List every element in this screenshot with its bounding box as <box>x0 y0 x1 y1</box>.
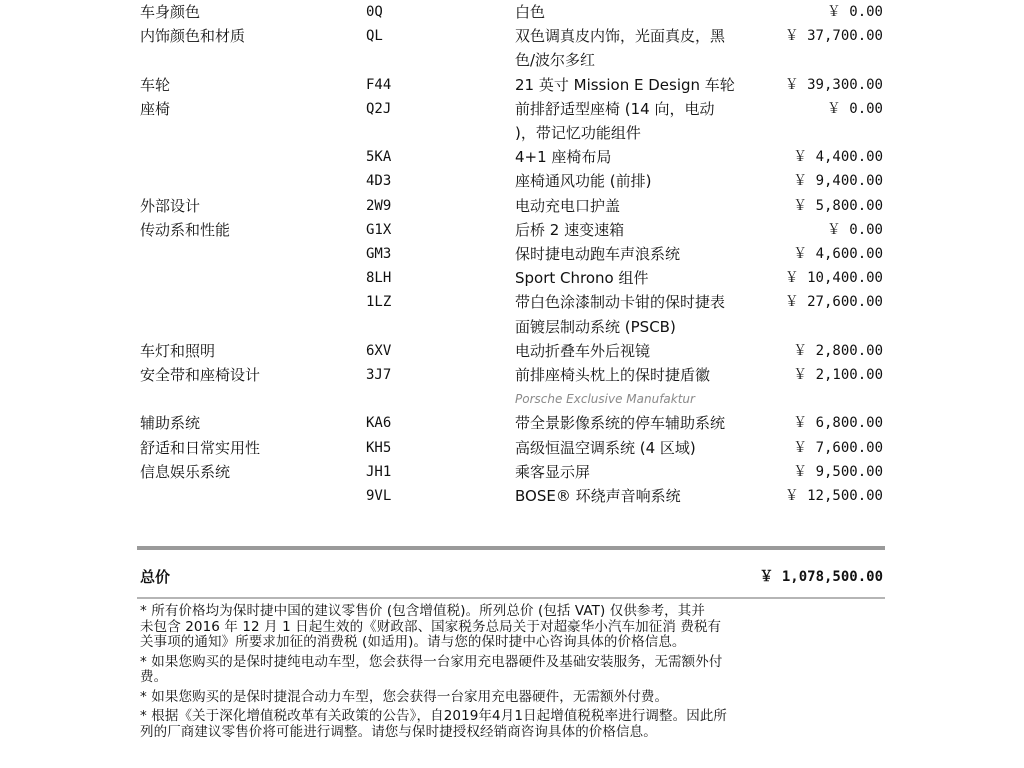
option-row <box>0 460 1024 484</box>
option-code: G1X <box>366 221 392 238</box>
option-description: 双色调真皮内饰，光面真皮，黑 <box>515 27 726 46</box>
option-description: Sport Chrono 组件 <box>515 269 649 288</box>
option-price: ￥ 2,100.00 <box>793 367 883 383</box>
option-description: 带全景影像系统的停车辅助系统 <box>515 414 726 433</box>
option-row-continuation <box>0 121 1024 145</box>
option-code: 9VL <box>366 488 392 504</box>
option-row <box>0 290 1024 314</box>
option-category: 外部设计 <box>140 196 201 215</box>
footnote-divider <box>137 597 885 599</box>
option-row <box>0 0 1024 24</box>
option-row <box>0 484 1024 508</box>
option-description: 电动折叠车外后视镜 <box>515 341 651 360</box>
footnote <box>140 604 900 651</box>
option-description: 乘客显示屏 <box>515 462 591 481</box>
option-row <box>0 218 1024 242</box>
option-price: ￥ 4,600.00 <box>793 246 883 262</box>
footnote-line: * 所有价格均为保时捷中国的建议零售价 (包含增值税)。所列总价 (包括 VAT) 仅供参考，其并 <box>140 603 705 619</box>
option-description: 高级恒温空调系统 (4 区域) <box>515 438 696 457</box>
total-value: ￥ 1,078,500.00 <box>759 569 883 585</box>
option-category: 安全带和座椅设计 <box>140 366 261 384</box>
option-description: BOSE® 环绕声音响系统 <box>515 487 681 505</box>
option-row <box>0 194 1024 218</box>
option-price: ￥ 27,600.00 <box>784 294 883 311</box>
option-category: 车灯和照明 <box>140 341 216 360</box>
option-row-continuation <box>0 387 1024 411</box>
option-category: 传动系和性能 <box>140 220 231 239</box>
option-description: 4+1 座椅布局 <box>515 148 612 167</box>
option-row <box>0 339 1024 363</box>
option-category: 内饰颜色和材质 <box>140 27 246 46</box>
footnote <box>140 655 900 686</box>
footnote-line: 列的厂商建议零售价将可能进行调整。请您与保时捷授权经销商咨询具体的价格信息。 <box>140 723 657 740</box>
option-description: 前排舒适型座椅 (14 向，电动 <box>515 99 715 118</box>
footnote-line: * 如果您购买的是保时捷纯电动车型，您会获得一台家用充电器硬件及基础安装服务，无需额外付 <box>140 653 723 670</box>
footnote-line: 未包含 2016 年 12 月 1 日起生效的《财政部、国家税务总局关于对超豪华小汽车加征消 费税有 <box>140 618 722 635</box>
footnote <box>140 709 900 740</box>
option-description: 面镀层制动系统 (PSCB) <box>515 317 676 336</box>
option-row <box>0 242 1024 266</box>
option-price: ￥ 6,800.00 <box>793 415 883 432</box>
option-description: 后桥 2 速变速箱 <box>515 220 625 239</box>
option-category: 车轮 <box>140 75 171 94</box>
option-code: 4D3 <box>366 173 392 190</box>
option-price: ￥ 4,400.00 <box>793 149 883 166</box>
option-price: ￥ 39,300.00 <box>784 76 883 93</box>
option-price: ￥ 12,500.00 <box>784 488 883 504</box>
option-row <box>0 169 1024 193</box>
option-row <box>0 363 1024 387</box>
option-code: 8LH <box>366 270 392 287</box>
option-price: ￥ 0.00 <box>826 221 883 238</box>
option-description: 白色 <box>515 3 546 21</box>
option-code: 0Q <box>366 4 383 20</box>
option-price: ￥ 9,400.00 <box>793 173 883 190</box>
option-code: F44 <box>366 76 392 93</box>
option-row <box>0 24 1024 48</box>
option-note: Porsche Exclusive Manufaktur <box>515 392 695 407</box>
option-price: ￥ 7,600.00 <box>793 439 883 456</box>
option-code: 5KA <box>366 149 392 166</box>
option-description: )，带记忆功能组件 <box>515 124 641 142</box>
option-category: 车身颜色 <box>140 3 201 21</box>
option-category: 座椅 <box>140 99 171 118</box>
option-description: 座椅通风功能 (前排) <box>515 172 652 191</box>
option-price: ￥ 0.00 <box>826 100 883 117</box>
option-row <box>0 73 1024 97</box>
footnote-line: * 如果您购买的是保时捷混合动力车型，您会获得一台家用充电器硬件，无需额外付费。 <box>140 688 669 705</box>
footnotes <box>140 604 900 740</box>
option-row <box>0 145 1024 169</box>
option-price: ￥ 9,500.00 <box>793 463 883 480</box>
footnote <box>140 690 900 706</box>
option-code: 1LZ <box>366 294 392 311</box>
footnote-line: 费。 <box>140 669 168 685</box>
option-code: JH1 <box>366 463 392 480</box>
option-description: 电动充电口护盖 <box>515 196 621 215</box>
option-category: 信息娱乐系统 <box>140 462 231 481</box>
option-description: 带白色涂漆制动卡钳的保时捷表 <box>515 293 726 312</box>
option-price: ￥ 5,800.00 <box>793 197 883 214</box>
option-row-continuation <box>0 48 1024 72</box>
option-category: 舒适和日常实用性 <box>140 438 261 457</box>
option-code: QL <box>366 28 383 45</box>
option-code: 2W9 <box>366 197 392 214</box>
option-code: 6XV <box>366 342 392 359</box>
option-row <box>0 411 1024 435</box>
option-code: KA6 <box>366 415 392 432</box>
option-price: ￥ 37,700.00 <box>784 28 883 45</box>
option-price: ￥ 2,800.00 <box>793 342 883 359</box>
option-row <box>0 436 1024 460</box>
option-row-continuation <box>0 315 1024 339</box>
option-category: 辅助系统 <box>140 414 201 433</box>
option-code: 3J7 <box>366 367 392 383</box>
option-description: 前排座椅头枕上的保时捷盾徽 <box>515 366 711 384</box>
option-code: GM3 <box>366 246 392 262</box>
total-row <box>0 565 1024 589</box>
option-price: ￥ 10,400.00 <box>784 270 883 287</box>
option-code: KH5 <box>366 439 392 456</box>
footnote-line: * 根据《关于深化增值税改革有关政策的公告》，自2019年4月1日起增值税税率进行调整。因此所 <box>140 708 728 724</box>
option-description: 色/波尔多红 <box>515 51 596 70</box>
option-code: Q2J <box>366 100 392 117</box>
total-label: 总价 <box>140 568 171 586</box>
option-description: 保时捷电动跑车声浪系统 <box>515 245 681 263</box>
option-price: ￥ 0.00 <box>826 4 883 20</box>
option-description: 21 英寸 Mission E Design 车轮 <box>515 75 735 94</box>
option-row <box>0 97 1024 121</box>
option-row <box>0 266 1024 290</box>
footnote-line: 关事项的通知》所要求加征的消费税 (如适用)。请与您的保时捷中心咨询具体的价格信息。 <box>140 634 686 650</box>
section-divider <box>137 546 885 550</box>
